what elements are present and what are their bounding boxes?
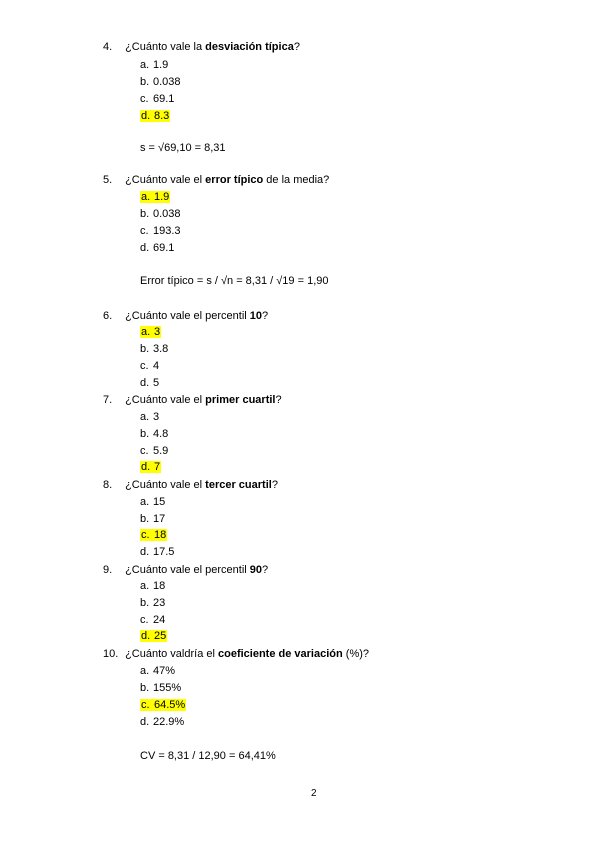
option-4b — [140, 76, 181, 88]
option-value: 193.3 — [153, 225, 181, 237]
option-value: 1.9 — [154, 191, 170, 203]
option-letter: c. — [140, 360, 149, 372]
question-text-bold: tercer cuartil — [205, 479, 272, 491]
option-5c — [140, 225, 181, 237]
question-text-bold: 10 — [249, 310, 263, 322]
answer-highlight — [140, 630, 167, 642]
option-10d — [140, 716, 184, 728]
question-text-pre: ¿Cuánto vale el — [125, 174, 206, 186]
question-6 — [103, 310, 268, 322]
option-value: 7 — [154, 461, 161, 473]
option-letter: a. — [141, 191, 151, 203]
question-number: 9. — [103, 564, 113, 576]
option-value: 69.1 — [153, 242, 175, 254]
answer-highlight — [140, 461, 161, 473]
option-letter: c. — [141, 699, 150, 711]
option-value: 18 — [154, 529, 167, 541]
option-letter: b. — [140, 208, 150, 220]
option-8b — [140, 513, 165, 525]
question-text-bold: 90 — [249, 564, 263, 576]
option-9a — [140, 580, 165, 592]
option-value: 155% — [153, 682, 182, 694]
option-6c — [140, 360, 159, 372]
option-value: 64.5% — [154, 699, 186, 711]
option-letter: a. — [140, 411, 150, 423]
option-10a — [140, 665, 175, 677]
option-7c — [140, 445, 168, 457]
option-6a-correct — [140, 326, 161, 338]
question-text-bold: desviación típica — [205, 41, 294, 53]
option-value: 8.3 — [154, 110, 170, 122]
option-letter: d. — [140, 546, 150, 558]
question-number: 5. — [103, 174, 113, 186]
question-text-pre: ¿Cuánto valdría el — [125, 648, 218, 660]
option-9b — [140, 597, 165, 609]
answer-highlight — [140, 326, 161, 338]
option-letter: b. — [140, 597, 150, 609]
option-letter: b. — [140, 513, 150, 525]
option-value: 24 — [153, 614, 166, 626]
question-text-post: (%)? — [342, 648, 369, 660]
note-5: Error típico = s / √n = 8,31 / √19 = 1,90 — [140, 275, 329, 287]
question-text-post: ? — [271, 479, 278, 491]
answer-highlight — [140, 529, 167, 541]
option-letter: d. — [140, 242, 150, 254]
page-number: 2 — [311, 788, 317, 799]
question-number: 6. — [103, 310, 113, 322]
answer-highlight — [140, 191, 170, 203]
option-5d — [140, 242, 174, 254]
question-text-bold: coeficiente de variación — [218, 648, 343, 660]
option-value: 4 — [153, 360, 160, 372]
option-7a — [140, 411, 159, 423]
option-value: 25 — [154, 630, 167, 642]
answer-highlight — [140, 110, 170, 122]
option-letter: d. — [141, 110, 151, 122]
option-value: 5 — [153, 377, 160, 389]
option-8a — [140, 496, 165, 508]
question-text-pre: ¿Cuánto vale el percentil — [125, 310, 250, 322]
question-text-post: ? — [275, 394, 282, 406]
option-value: 3.8 — [153, 343, 169, 355]
option-letter: a. — [140, 496, 150, 508]
option-7d-correct — [140, 461, 161, 473]
question-text-post: ? — [262, 564, 269, 576]
option-letter: a. — [141, 326, 151, 338]
option-letter: a. — [140, 665, 150, 677]
option-5b — [140, 208, 181, 220]
question-number: 10. — [103, 648, 119, 660]
option-letter: b. — [140, 76, 150, 88]
option-5a-correct — [140, 191, 170, 203]
question-number: 8. — [103, 479, 113, 491]
option-value: 3 — [153, 411, 160, 423]
question-10 — [103, 648, 369, 660]
option-4a — [140, 59, 168, 71]
question-text-post: ? — [262, 310, 269, 322]
option-letter: d. — [140, 377, 150, 389]
option-6b — [140, 343, 168, 355]
option-letter: b. — [140, 682, 150, 694]
option-letter: c. — [141, 529, 150, 541]
option-6d — [140, 377, 159, 389]
option-letter: c. — [140, 93, 149, 105]
question-9 — [103, 564, 268, 576]
option-8d — [140, 546, 174, 558]
question-text-post: de la media? — [263, 174, 330, 186]
option-letter: d. — [141, 630, 151, 642]
option-value: 23 — [153, 597, 166, 609]
option-10b — [140, 682, 181, 694]
question-number: 4. — [103, 41, 113, 53]
option-value: 22.9% — [153, 716, 185, 728]
note-10: CV = 8,31 / 12,90 = 64,41% — [140, 750, 276, 762]
option-7b — [140, 428, 168, 440]
option-value: 0.038 — [153, 208, 181, 220]
question-text-pre: ¿Cuánto vale la — [125, 41, 206, 53]
option-value: 0.038 — [153, 76, 181, 88]
question-number: 7. — [103, 394, 113, 406]
option-4c — [140, 93, 174, 105]
option-value: 18 — [153, 580, 166, 592]
option-9d-correct — [140, 630, 167, 642]
question-5 — [103, 174, 329, 186]
option-4d-correct — [140, 110, 170, 122]
option-10c-correct — [140, 699, 186, 711]
question-7 — [103, 394, 282, 406]
question-4 — [103, 41, 300, 53]
option-value: 47% — [153, 665, 176, 677]
option-letter: b. — [140, 428, 150, 440]
option-letter: d. — [140, 716, 150, 728]
option-letter: c. — [140, 614, 149, 626]
question-text-bold: primer cuartil — [205, 394, 276, 406]
question-text-pre: ¿Cuánto vale el — [125, 394, 206, 406]
option-letter: a. — [140, 59, 150, 71]
option-letter: b. — [140, 343, 150, 355]
option-value: 1.9 — [153, 59, 169, 71]
question-text-post: ? — [293, 41, 300, 53]
option-value: 4.8 — [153, 428, 169, 440]
option-letter: d. — [141, 461, 151, 473]
question-text-bold: error típico — [205, 174, 264, 186]
note-4: s = √69,10 = 8,31 — [140, 142, 226, 154]
question-text-pre: ¿Cuánto vale el — [125, 479, 206, 491]
option-value: 17 — [153, 513, 166, 525]
question-8 — [103, 479, 278, 491]
question-text-pre: ¿Cuánto vale el percentil — [125, 564, 250, 576]
option-value: 69.1 — [153, 93, 175, 105]
answer-highlight — [140, 699, 186, 711]
option-letter: a. — [140, 580, 150, 592]
option-letter: c. — [140, 225, 149, 237]
option-value: 15 — [153, 496, 166, 508]
option-letter: c. — [140, 445, 149, 457]
option-value: 3 — [154, 326, 161, 338]
option-value: 5.9 — [153, 445, 169, 457]
option-9c — [140, 614, 165, 626]
option-value: 17.5 — [153, 546, 175, 558]
option-8c-correct — [140, 529, 167, 541]
